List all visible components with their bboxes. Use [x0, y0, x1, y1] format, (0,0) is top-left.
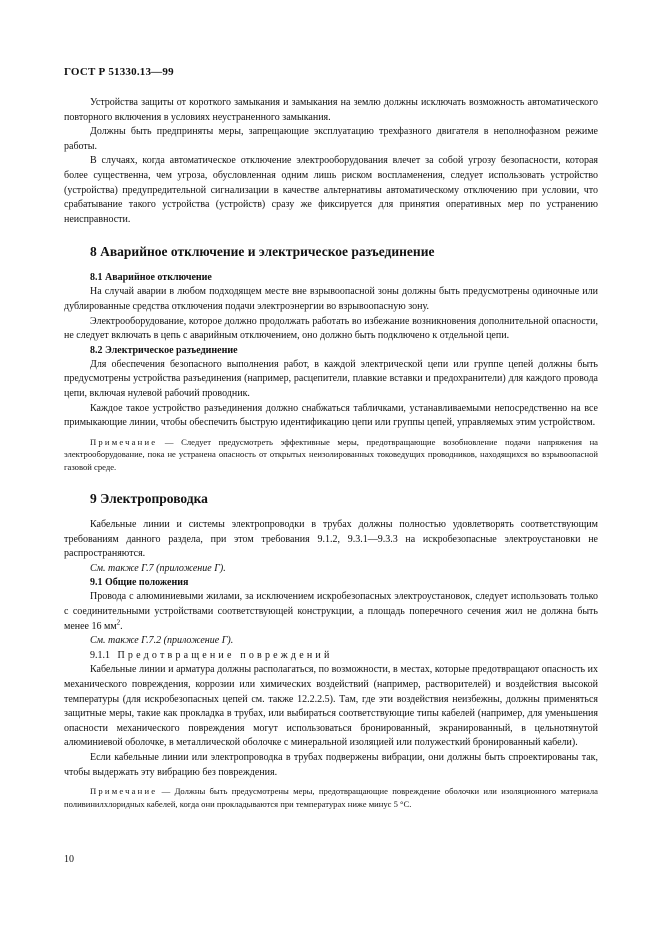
subsection-9-1-title: 9.1 Общие положения — [90, 577, 189, 589]
clause-number: 9.1.1 — [90, 649, 110, 661]
clause-title: Предотвращение повреждений — [117, 649, 333, 661]
paragraph: Если кабельные линии или электропроводка в трубах подвержены вибрации, они должны быть спроектированы так, чтобы выдержать эту вибрацию без повреждения. — [64, 751, 598, 778]
paragraph: Для обеспечения безопасного выполнения работ, в каждой электрической цепи или группе цепей должны быть предусмотрены устройства разъединения (например, расцепители, плавкие вставки и предохранители) для каждого провода цепи, включая нулевой рабочий проводник. — [64, 358, 598, 399]
section-9-title: 9 Электропроводка — [90, 491, 208, 507]
standard-header: ГОСТ Р 51330.13—99 — [64, 66, 174, 78]
superscript: 2 — [116, 618, 121, 627]
page-content — [64, 96, 598, 811]
note-text: — Должны быть предусмотрены меры, предотвращающие повреждение оболочки или изоляционного материала поливинилхлоридных кабелей, когда они прокладываются при температурах ниже минус 5 °С. — [64, 786, 598, 809]
paragraph: Устройства защиты от короткого замыкания и замыкания на землю должны исключать возможность автоматического повторного включения в условиях неустраненного замыкания. — [64, 97, 598, 123]
paragraph: Электрооборудование, которое должно продолжать работать во избежание возникновения дополнительной опасности, не следует включать в цепь с аварийным отключением, оно должно быть подключено к отдельной цепи. — [64, 315, 598, 342]
section-8-title: 8 Аварийное отключение и электрическое разъединение — [90, 244, 435, 260]
page-number: 10 — [64, 854, 74, 865]
note-text: — Следует предусмотреть эффективные меры, предотвращающие возобновление подачи напряжения на электрооборудование, пока не устранена опасность от открытых неизолированных токоведущих проводников, находящихся во взрывоопасной газовой среде. — [64, 436, 598, 473]
paragraph: В случаях, когда автоматическое отключение электрооборудования влечет за собой угрозу безопасности, которая более существенна, чем угроза, обусловленная одним лишь риском воспламенения, следует использовать устройство (устройства) предупредительной сигнализации в качестве альтернативы автоматическому отключению при условии, что срабатывание такого устройства (устройств) сразу же фиксируется для принятия оперативных мер по устранению неисправности. — [64, 155, 598, 225]
note — [64, 785, 598, 811]
subsection-8-2-title: 8.2 Электрическое разъединение — [90, 344, 238, 356]
note-label: Примечание — [90, 436, 158, 447]
note-label: Примечание — [90, 786, 158, 797]
note — [64, 436, 598, 474]
paragraph: На случай аварии в любом подходящем месте вне взрывоопасной зоны должны быть предусмотрены одиночные или дублированные средства отключения подачи электроэнергии во взрывоопасную зону. — [64, 286, 598, 312]
paragraph: Кабельные линии и системы электропроводки в трубах должны полностью удовлетворять соответствующим требованиям данного раздела, при этом требования 9.1.2, 9.3.1—9.3.3 на искробезопасные электроустановки не распространяются. — [64, 519, 598, 560]
paragraph: Должны быть предприняты меры, запрещающие эксплуатацию трехфазного двигателя в неполнофазном режиме работы. — [64, 126, 598, 152]
clause-9-1-1-heading — [64, 649, 598, 664]
cross-reference: См. также Г.7.2 (приложение Г). — [90, 635, 234, 647]
paragraph: Каждое такое устройство разъединения должно снабжаться табличками, устанавливаемыми непосредственно на все примыкающие линии, чтобы обеспечить быструю идентификацию цепи или группы цепей, управляемых этим устройством. — [64, 402, 598, 429]
paragraph: Провода с алюминиевыми жилами, за исключением искробезопасных электроустановок, следует использовать только с соединительными устройствами соответствующей конструкции, а площадь поперечного сечения жил не должна быть менее 16 $мм^2$. — [64, 591, 598, 632]
subsection-8-1-title: 8.1 Аварийное отключение — [90, 272, 212, 284]
paragraph: Кабельные линии и арматура должны располагаться, по возможности, в местах, которые предотвращают опасность их механического повреждения, коррозии или химических воздействий (например, растворителей) и воздействия высокой температуры (для искробезопасных цепей см. также 12.2.2.5). Там, где эти воздействия неизбежны, должны применяться защитные меры, такие как прокладка в трубах, или выбираться соответствующие типы кабелей (например, для уменьшения опасности механического повреждения могут использоваться бронированный, экранированный, в цельнотянутой алюминиевой оболочке, в металлической оболочке с минеральной изоляцией или полужесткий бронированный кабели). — [64, 664, 598, 749]
cross-reference: См. также Г.7 (приложение Г). — [90, 562, 226, 574]
